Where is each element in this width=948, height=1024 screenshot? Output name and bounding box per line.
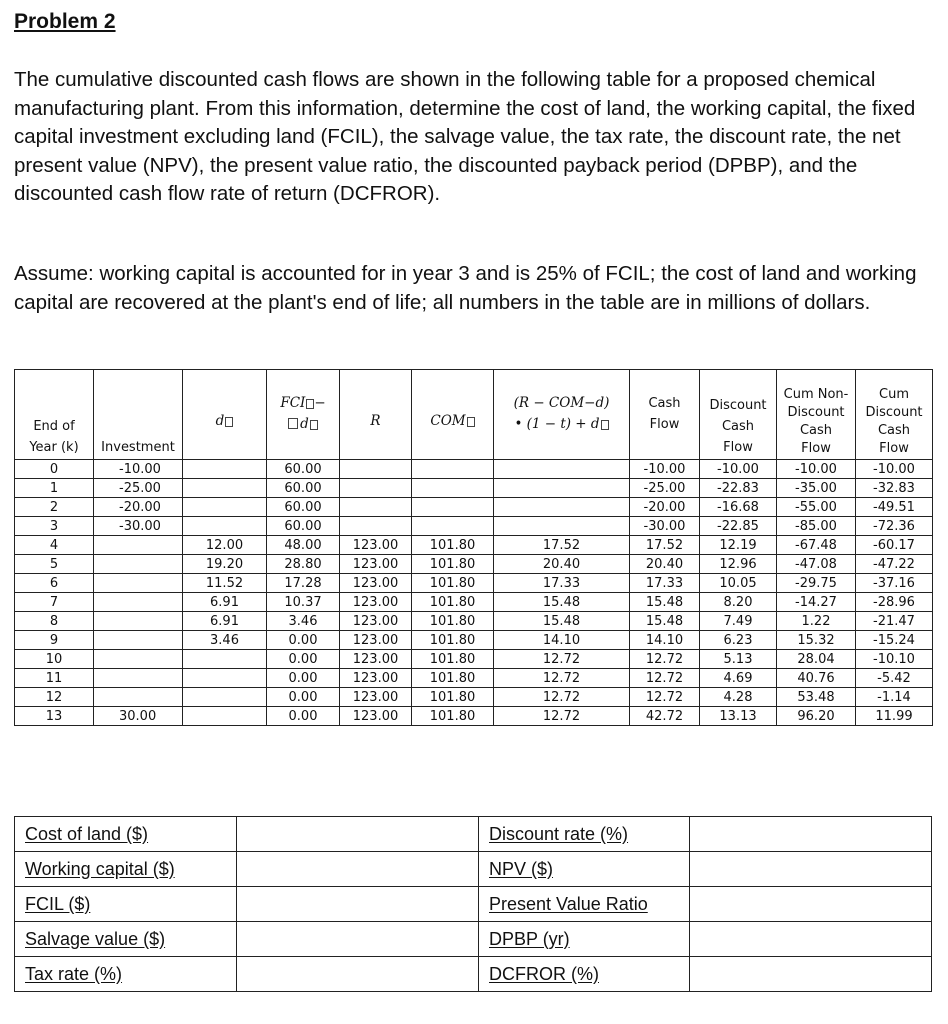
cell-depreciation: 11.52 [183, 574, 267, 593]
cell-investment: -10.00 [94, 460, 183, 479]
table-row [15, 498, 933, 517]
cell-cum-non-discount: 96.20 [777, 707, 856, 726]
cell-cash-flow: 12.72 [630, 650, 700, 669]
cell-cum-non-discount: -55.00 [777, 498, 856, 517]
answer-label-text: Working capital ($) [25, 858, 175, 879]
cell-depreciation: 12.00 [183, 536, 267, 555]
cell-revenue [340, 460, 412, 479]
cell-cum-discount: -37.16 [856, 574, 933, 593]
cell-cum-non-discount: -10.00 [777, 460, 856, 479]
cell-revenue: 123.00 [340, 593, 412, 612]
cell-cum-discount: -28.96 [856, 593, 933, 612]
answer-row [15, 957, 932, 992]
cell-com [412, 498, 494, 517]
cell-cum-discount: -47.22 [856, 555, 933, 574]
answer-label-right [479, 852, 690, 887]
cell-year: 9 [15, 631, 94, 650]
answer-label-left [15, 922, 237, 957]
answer-label-right [479, 922, 690, 957]
cell-com: 101.80 [412, 707, 494, 726]
answer-label-text: NPV ($) [489, 858, 554, 879]
cell-after-tax: 12.72 [494, 669, 630, 688]
cell-after-tax [494, 517, 630, 536]
header-fci-minus-d: FCI − d [267, 370, 340, 460]
cell-investment [94, 688, 183, 707]
cell-cum-non-discount: 15.32 [777, 631, 856, 650]
cell-cum-non-discount: -47.08 [777, 555, 856, 574]
answer-table [14, 816, 932, 992]
cell-cash-flow: -25.00 [630, 479, 700, 498]
cell-fci-minus-d: 60.00 [267, 498, 340, 517]
cell-fci-minus-d: 28.80 [267, 555, 340, 574]
cell-depreciation: 6.91 [183, 593, 267, 612]
answer-input-right[interactable] [690, 922, 932, 957]
cell-depreciation: 3.46 [183, 631, 267, 650]
cell-cash-flow: -30.00 [630, 517, 700, 536]
cell-year: 0 [15, 460, 94, 479]
table-row [15, 688, 933, 707]
cell-discount-cash-flow: 7.49 [700, 612, 777, 631]
cell-after-tax: 17.33 [494, 574, 630, 593]
answer-input-right[interactable] [690, 957, 932, 992]
cell-depreciation [183, 707, 267, 726]
cell-fci-minus-d: 60.00 [267, 479, 340, 498]
cell-discount-cash-flow: 12.96 [700, 555, 777, 574]
cell-cash-flow: 17.33 [630, 574, 700, 593]
cell-fci-minus-d: 60.00 [267, 460, 340, 479]
cell-revenue [340, 479, 412, 498]
cash-flow-table [14, 369, 933, 726]
answer-label-text: DCFROR (%) [489, 963, 599, 984]
table-header-row [15, 370, 933, 460]
cell-com: 101.80 [412, 612, 494, 631]
answer-input-left[interactable] [237, 922, 479, 957]
cell-revenue: 123.00 [340, 536, 412, 555]
header-cum-non-discount: Cum Non- Discount Cash Flow [777, 370, 856, 460]
cell-revenue: 123.00 [340, 650, 412, 669]
cell-investment: 30.00 [94, 707, 183, 726]
cell-com: 101.80 [412, 574, 494, 593]
cell-cash-flow: 12.72 [630, 669, 700, 688]
cell-com: 101.80 [412, 650, 494, 669]
cell-year: 3 [15, 517, 94, 536]
cell-cum-discount: -60.17 [856, 536, 933, 555]
cell-cum-discount: -49.51 [856, 498, 933, 517]
cell-after-tax: 14.10 [494, 631, 630, 650]
cell-year: 5 [15, 555, 94, 574]
cell-revenue: 123.00 [340, 688, 412, 707]
answer-label-text: DPBP (yr) [489, 928, 570, 949]
cell-depreciation [183, 688, 267, 707]
answer-row [15, 817, 932, 852]
cell-revenue: 123.00 [340, 555, 412, 574]
cell-fci-minus-d: 0.00 [267, 631, 340, 650]
cell-cash-flow: 20.40 [630, 555, 700, 574]
cell-cum-discount: -15.24 [856, 631, 933, 650]
cell-depreciation [183, 517, 267, 536]
cell-fci-minus-d: 10.37 [267, 593, 340, 612]
answer-label-right [479, 817, 690, 852]
cell-cum-discount: -72.36 [856, 517, 933, 536]
cell-cum-discount: -1.14 [856, 688, 933, 707]
cell-after-tax [494, 460, 630, 479]
cell-cash-flow: 17.52 [630, 536, 700, 555]
cell-cum-non-discount: -29.75 [777, 574, 856, 593]
cell-after-tax [494, 479, 630, 498]
cell-com: 101.80 [412, 669, 494, 688]
answer-label-right [479, 957, 690, 992]
cell-after-tax: 12.72 [494, 707, 630, 726]
table-row [15, 574, 933, 593]
cell-discount-cash-flow: 8.20 [700, 593, 777, 612]
problem-title: Problem 2 [14, 10, 116, 33]
cell-after-tax: 12.72 [494, 650, 630, 669]
cell-discount-cash-flow: 4.28 [700, 688, 777, 707]
answer-input-left[interactable] [237, 957, 479, 992]
cell-cum-non-discount: 53.48 [777, 688, 856, 707]
cell-cum-discount: -32.83 [856, 479, 933, 498]
cell-year: 6 [15, 574, 94, 593]
cell-discount-cash-flow: 13.13 [700, 707, 777, 726]
cell-investment [94, 650, 183, 669]
header-depreciation: d [183, 370, 267, 460]
cell-year: 10 [15, 650, 94, 669]
answer-label-text: Salvage value ($) [25, 928, 166, 949]
cell-revenue [340, 517, 412, 536]
answer-label-text: FCIL ($) [25, 893, 91, 914]
problem-assumptions: Assume: working capital is accounted for in year 3 and is 25% of FCIL; the cost of land and working capital are recovered at the plant's end of life; all numbers in the table are in millions of dollars. [14, 262, 917, 314]
header-year: End of Year (k) [15, 370, 94, 460]
answer-label-text: Present Value Ratio [489, 893, 648, 914]
cell-depreciation [183, 460, 267, 479]
answer-label-right [479, 887, 690, 922]
table-row [15, 536, 933, 555]
cell-after-tax: 20.40 [494, 555, 630, 574]
cell-after-tax: 17.52 [494, 536, 630, 555]
answer-input-left[interactable] [237, 887, 479, 922]
table-row [15, 612, 933, 631]
answer-label-left [15, 852, 237, 887]
header-after-tax-formula: (R − COM−d) • (1 − t) + d [494, 370, 630, 460]
cell-investment [94, 631, 183, 650]
answer-input-right[interactable] [690, 852, 932, 887]
cell-com: 101.80 [412, 593, 494, 612]
cell-com: 101.80 [412, 555, 494, 574]
cell-cum-non-discount: 28.04 [777, 650, 856, 669]
answer-label-text: Cost of land ($) [25, 823, 149, 844]
problem-statement: The cumulative discounted cash flows are shown in the following table for a proposed chemical manufacturing plant. From this information, determine the cost of land, the working capital, the fixed capital investment excluding land (FCIL), the salvage value, the tax rate, the discount rate, the net present value (NPV), the present value ratio, the discounted payback period (DPBP), and the discounted cash flow rate of return (DCFROR). [14, 68, 916, 205]
table-row [15, 631, 933, 650]
cell-fci-minus-d: 3.46 [267, 612, 340, 631]
cell-investment: -20.00 [94, 498, 183, 517]
cell-cum-non-discount: -35.00 [777, 479, 856, 498]
cell-fci-minus-d: 0.00 [267, 669, 340, 688]
table-row [15, 479, 933, 498]
cell-year: 1 [15, 479, 94, 498]
answer-label-text: Tax rate (%) [25, 963, 123, 984]
cell-investment [94, 536, 183, 555]
cell-investment: -25.00 [94, 479, 183, 498]
cell-year: 2 [15, 498, 94, 517]
header-investment: Investment [94, 370, 183, 460]
cell-revenue: 123.00 [340, 669, 412, 688]
table-row [15, 707, 933, 726]
cell-investment [94, 555, 183, 574]
cell-cash-flow: 15.48 [630, 593, 700, 612]
header-com: COM [412, 370, 494, 460]
table-row [15, 593, 933, 612]
cell-cum-discount: -5.42 [856, 669, 933, 688]
header-cash-flow: Cash Flow [630, 370, 700, 460]
cell-depreciation: 6.91 [183, 612, 267, 631]
table-row [15, 555, 933, 574]
cell-fci-minus-d: 0.00 [267, 707, 340, 726]
cell-discount-cash-flow: -16.68 [700, 498, 777, 517]
cell-discount-cash-flow: -10.00 [700, 460, 777, 479]
cell-cash-flow: 42.72 [630, 707, 700, 726]
cell-depreciation: 19.20 [183, 555, 267, 574]
cell-fci-minus-d: 48.00 [267, 536, 340, 555]
header-revenue: R [340, 370, 412, 460]
cell-cash-flow: 15.48 [630, 612, 700, 631]
cell-revenue: 123.00 [340, 574, 412, 593]
cell-fci-minus-d: 0.00 [267, 688, 340, 707]
cell-com: 101.80 [412, 688, 494, 707]
cell-cum-discount: -10.00 [856, 460, 933, 479]
cell-depreciation [183, 498, 267, 517]
answer-input-right[interactable] [690, 887, 932, 922]
cell-revenue: 123.00 [340, 612, 412, 631]
cell-investment [94, 669, 183, 688]
cell-fci-minus-d: 60.00 [267, 517, 340, 536]
cell-after-tax [494, 498, 630, 517]
cell-depreciation [183, 479, 267, 498]
header-cum-discount: Cum Discount Cash Flow [856, 370, 933, 460]
cell-investment [94, 574, 183, 593]
answer-label-left [15, 957, 237, 992]
cell-investment: -30.00 [94, 517, 183, 536]
answer-row [15, 887, 932, 922]
cell-discount-cash-flow: 6.23 [700, 631, 777, 650]
answer-label-left [15, 817, 237, 852]
cell-cum-non-discount: -67.48 [777, 536, 856, 555]
cell-cum-non-discount: -14.27 [777, 593, 856, 612]
answer-row [15, 922, 932, 957]
cell-com [412, 479, 494, 498]
cell-revenue [340, 498, 412, 517]
table-row [15, 669, 933, 688]
cell-com [412, 460, 494, 479]
cell-after-tax: 15.48 [494, 593, 630, 612]
cell-cash-flow: -10.00 [630, 460, 700, 479]
cell-depreciation [183, 669, 267, 688]
cell-cash-flow: 12.72 [630, 688, 700, 707]
cell-discount-cash-flow: 5.13 [700, 650, 777, 669]
cell-investment [94, 612, 183, 631]
answer-input-left[interactable] [237, 852, 479, 887]
cell-discount-cash-flow: 12.19 [700, 536, 777, 555]
answer-row [15, 852, 932, 887]
cell-revenue: 123.00 [340, 631, 412, 650]
cell-cum-discount: -21.47 [856, 612, 933, 631]
cell-year: 13 [15, 707, 94, 726]
cell-year: 4 [15, 536, 94, 555]
table-row [15, 460, 933, 479]
header-discount-cash-flow: Discount Cash Flow [700, 370, 777, 460]
cell-year: 11 [15, 669, 94, 688]
cell-fci-minus-d: 17.28 [267, 574, 340, 593]
cell-year: 8 [15, 612, 94, 631]
cell-discount-cash-flow: 4.69 [700, 669, 777, 688]
cell-depreciation [183, 650, 267, 669]
cell-cum-non-discount: -85.00 [777, 517, 856, 536]
table-row [15, 650, 933, 669]
cell-com: 101.80 [412, 536, 494, 555]
table-row [15, 517, 933, 536]
cell-investment [94, 593, 183, 612]
cell-after-tax: 15.48 [494, 612, 630, 631]
cell-cum-non-discount: 1.22 [777, 612, 856, 631]
cell-year: 12 [15, 688, 94, 707]
cell-after-tax: 12.72 [494, 688, 630, 707]
cell-cum-non-discount: 40.76 [777, 669, 856, 688]
cell-cash-flow: 14.10 [630, 631, 700, 650]
cell-discount-cash-flow: -22.85 [700, 517, 777, 536]
cell-com: 101.80 [412, 631, 494, 650]
cell-discount-cash-flow: -22.83 [700, 479, 777, 498]
answer-input-right[interactable] [690, 817, 932, 852]
cell-cum-discount: 11.99 [856, 707, 933, 726]
answer-input-left[interactable] [237, 817, 479, 852]
cell-com [412, 517, 494, 536]
cell-fci-minus-d: 0.00 [267, 650, 340, 669]
cell-discount-cash-flow: 10.05 [700, 574, 777, 593]
cell-revenue: 123.00 [340, 707, 412, 726]
cell-cash-flow: -20.00 [630, 498, 700, 517]
answer-label-text: Discount rate (%) [489, 823, 629, 844]
answer-label-left [15, 887, 237, 922]
cell-cum-discount: -10.10 [856, 650, 933, 669]
cell-year: 7 [15, 593, 94, 612]
